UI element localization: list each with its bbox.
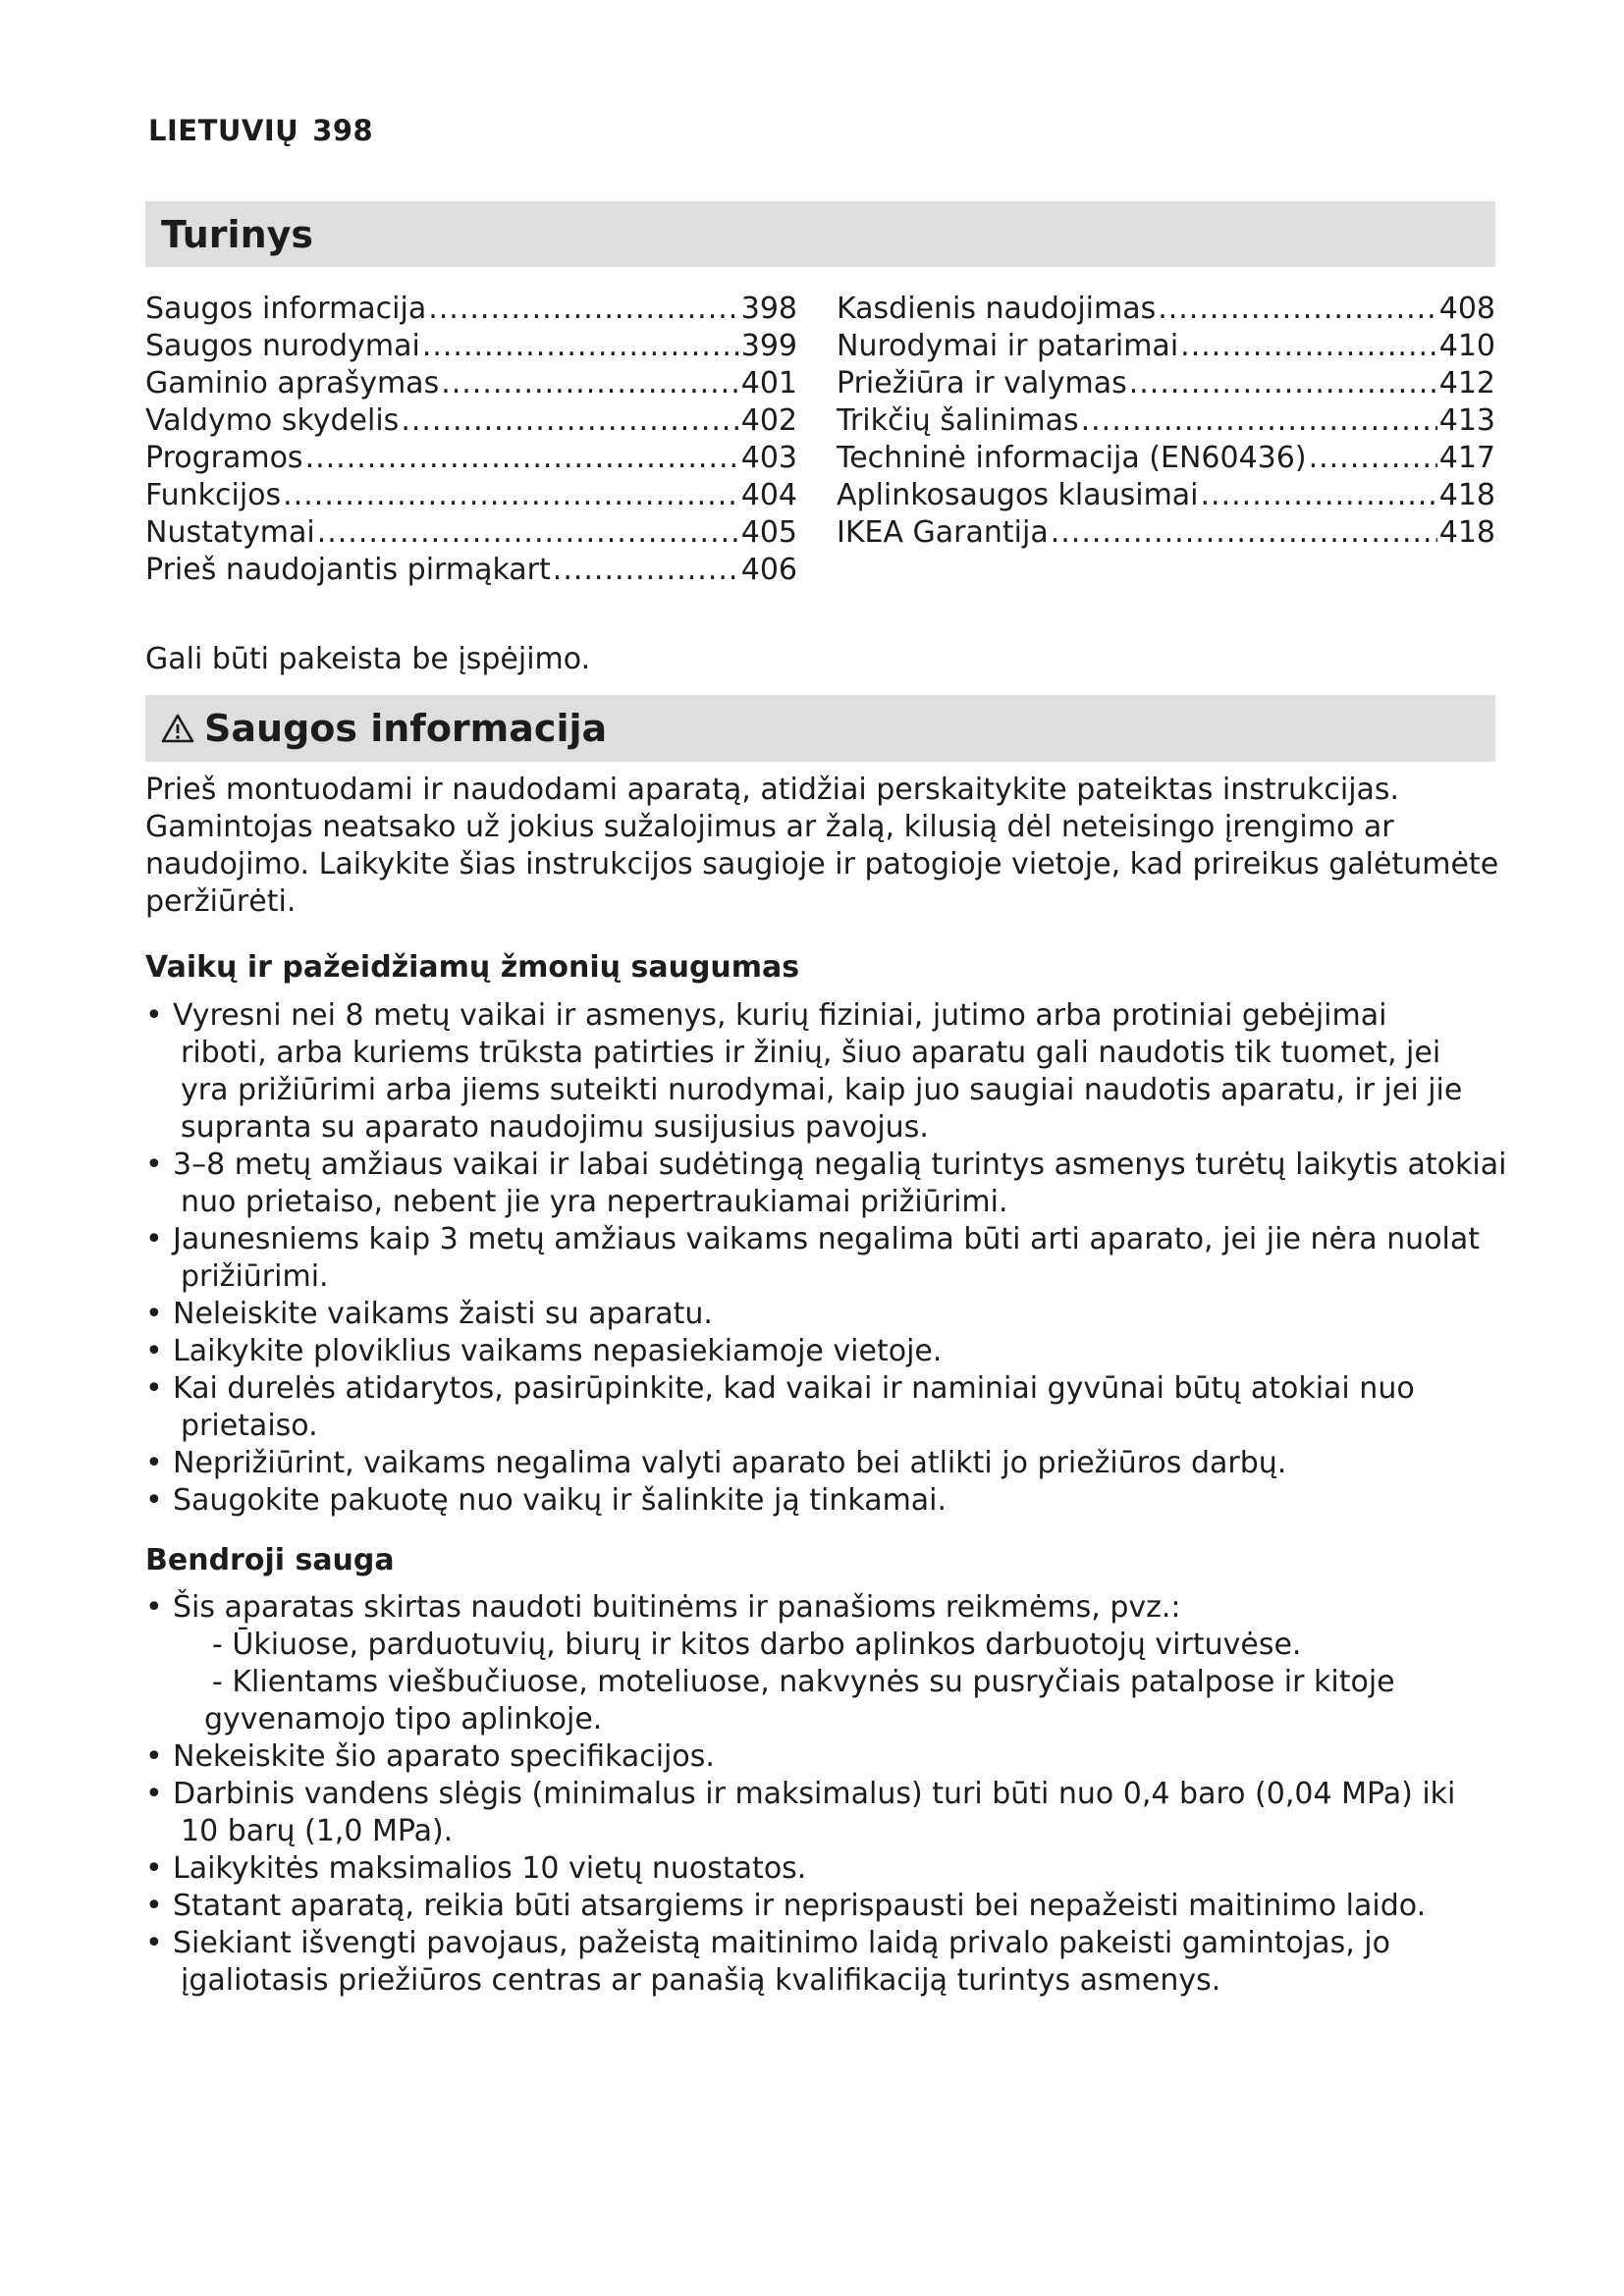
toc-leader <box>283 477 739 514</box>
toc-entry-page: 398 <box>740 292 797 326</box>
toc-leader <box>305 440 739 477</box>
toc-entry-label: Valdymo skydelis <box>145 403 400 438</box>
list-item <box>145 1589 1510 1738</box>
toc-leader <box>1081 402 1437 440</box>
intro-line: peržiūrėti. <box>145 884 297 919</box>
toc-entry-label: Nustatymai <box>145 515 315 550</box>
list-item-line: Statant aparatą, reikia būti atsargiems ir neprispausti bei nepažeisti maitinimo laido. <box>173 1889 1427 1923</box>
sub-item-line: gyvenamojo tipo aplinkoje. <box>204 1702 603 1736</box>
toc-entry-label: Prieš naudojantis pirmąkart <box>145 553 551 587</box>
toc-title-bar <box>145 201 1495 267</box>
toc-entry-page: 403 <box>740 441 797 475</box>
language-label: LIETUVIŲ <box>148 114 299 147</box>
sub-item-line: - Ūkiuose, parduotuvių, biurų ir kitos darbo aplinkos darbuotojų virtuvėse. <box>212 1628 1302 1662</box>
sub-item-line: - Klientams viešbučiuose, moteliuose, nakvynės su pusryčiais patalpose ir kitoje <box>212 1665 1395 1699</box>
toc-entry-page: 401 <box>740 366 797 400</box>
safety-title: Saugos informacija <box>204 707 608 750</box>
list-item-line: prietaiso. <box>181 1409 318 1443</box>
toc-entry-page: 405 <box>740 515 797 550</box>
safety-intro <box>145 772 1510 921</box>
list-item-line: Šis aparatas skirtas naudoti buitinėms ir panašioms reikmėms, pvz.: <box>173 1590 1181 1625</box>
toc-leader <box>553 552 739 589</box>
toc-right-column <box>837 291 1495 552</box>
list-item-line: nuo prietaiso, nebent jie yra nepertraukiamai prižiūrimi. <box>181 1185 1008 1219</box>
list-item-line: Vyresni nei 8 metų vaikai ir asmenys, kurių fiziniai, jutimo arba protiniai gebėjimai <box>173 998 1387 1033</box>
toc-leader <box>317 514 739 552</box>
list-item-line: įgaliotasis priežiūros centras ar panašią kvalifikaciją turintys asmenys. <box>181 1963 1221 1998</box>
page-number: 398 <box>312 114 374 147</box>
list-item <box>145 1776 1510 1850</box>
toc-entry[interactable] <box>837 328 1495 365</box>
toc-entry-page: 408 <box>1438 292 1495 326</box>
toc-left-column <box>145 291 797 589</box>
toc-entry-label: Techninė informacija (EN60436) <box>837 441 1307 475</box>
list-item-line: Neleiskite vaikams žaisti su aparatu. <box>173 1297 713 1331</box>
toc-leader <box>401 402 738 440</box>
intro-line: Gamintojas neatsako už jokius sužalojimus ar žalą, kilusią dėl neteisingo įrengimo ar <box>145 810 1394 844</box>
toc-leader <box>1201 477 1437 514</box>
general-safety-list <box>145 1589 1510 2000</box>
toc-entry[interactable] <box>145 552 797 589</box>
toc-entry[interactable] <box>145 365 797 402</box>
list-item-line: prižiūrimi. <box>181 1259 329 1294</box>
toc-entry-label: IKEA Garantija <box>837 515 1049 550</box>
children-safety-list <box>145 997 1510 1520</box>
toc-title: Turinys <box>161 212 314 256</box>
toc-entry-label: Gaminio aprašymas <box>145 366 440 400</box>
list-item-line: Laikykite ploviklius vaikams nepasiekiamoje vietoje. <box>173 1334 943 1368</box>
toc-entry-label: Priežiūra ir valymas <box>837 366 1127 400</box>
toc-leader <box>428 291 739 328</box>
list-item-line: Laikykitės maksimalios 10 vietų nuostatos. <box>173 1851 807 1886</box>
toc-entry-page: 418 <box>1438 478 1495 512</box>
toc-entry-label: Trikčių šalinimas <box>837 403 1079 438</box>
toc-entry-label: Funkcijos <box>145 478 282 512</box>
toc-entry[interactable] <box>837 477 1495 514</box>
toc-entry[interactable] <box>145 328 797 365</box>
list-item-line: Jaunesniems kaip 3 metų amžiaus vaikams negalima būti arti aparato, jei jie nėra nuolat <box>173 1222 1481 1256</box>
general-safety-heading: Bendroji sauga <box>145 1543 395 1577</box>
toc-entry[interactable] <box>837 365 1495 402</box>
toc-leader <box>422 328 739 365</box>
list-item-line: riboti, arba kuriems trūksta patirties ir žinių, šiuo aparatu gali naudotis tik tuomet, jei <box>181 1036 1441 1070</box>
toc-entry-page: 406 <box>740 553 797 587</box>
toc-entry-label: Saugos nurodymai <box>145 329 420 363</box>
list-item <box>145 1221 1510 1296</box>
list-item-line: Saugokite pakuotę nuo vaikų ir šalinkite ją tinkamai. <box>173 1483 947 1518</box>
toc-entry[interactable] <box>837 440 1495 477</box>
list-item <box>145 1296 1510 1333</box>
list-item-line: supranta su aparato naudojimu susijusius pavojus. <box>181 1110 929 1145</box>
toc-entry[interactable] <box>145 514 797 552</box>
children-safety-heading: Vaikų ir pažeidžiamų žmonių saugumas <box>145 950 800 985</box>
toc-leader <box>1051 514 1437 552</box>
toc-entry[interactable] <box>837 514 1495 552</box>
toc-entry[interactable] <box>145 477 797 514</box>
page-header <box>148 114 373 147</box>
list-item-line: 3–8 metų amžiaus vaikai ir labai sudėtingą negalią turintys asmenys turėtų laikytis atokiai <box>173 1148 1507 1182</box>
list-item-line: Siekiant išvengti pavojaus, pažeistą maitinimo laidą privalo pakeisti gamintojas, jo <box>173 1926 1390 1960</box>
list-item <box>145 1333 1510 1370</box>
toc-entry-page: 418 <box>1438 515 1495 550</box>
list-item-line: Kai durelės atidarytos, pasirūpinkite, kad vaikai ir naminiai gyvūnai būtų atokiai nuo <box>173 1371 1415 1406</box>
toc-entry-label: Aplinkosaugos klausimai <box>837 478 1199 512</box>
list-item-line: Nekeiskite šio aparato specifikacijos. <box>173 1739 715 1774</box>
toc-entry[interactable] <box>145 440 797 477</box>
toc-leader <box>1158 291 1437 328</box>
toc-entry-page: 417 <box>1438 441 1495 475</box>
toc-entry[interactable] <box>145 402 797 440</box>
list-item <box>145 1482 1510 1520</box>
list-item-line: Neprižiūrint, vaikams negalima valyti aparato bei atlikti jo priežiūros darbų. <box>173 1446 1287 1480</box>
toc-leader <box>1309 440 1437 477</box>
toc-entry-label: Programos <box>145 441 303 475</box>
list-item-line: yra prižiūrimi arba jiems suteikti nurodymai, kaip juo saugiai naudotis aparatu, ir jei jie <box>181 1073 1463 1107</box>
toc-leader <box>441 365 739 402</box>
list-item-line: 10 barų (1,0 MPa). <box>181 1814 454 1848</box>
list-item <box>145 1888 1510 1925</box>
intro-line: naudojimo. Laikykite šias instrukcijos saugioje ir patogioje vietoje, kad prireikus galėtumėte <box>145 847 1499 881</box>
list-item <box>145 1445 1510 1482</box>
toc-entry-page: 402 <box>740 403 797 438</box>
toc-leader <box>1129 365 1437 402</box>
toc-entry[interactable] <box>837 291 1495 328</box>
toc-entry[interactable] <box>837 402 1495 440</box>
toc-entry-page: 399 <box>740 329 797 363</box>
toc-entry-page: 412 <box>1438 366 1495 400</box>
toc-entry-label: Kasdienis naudojimas <box>837 292 1157 326</box>
toc-entry-page: 413 <box>1438 403 1495 438</box>
change-notice: Gali būti pakeista be įspėjimo. <box>145 642 591 676</box>
list-item <box>145 1738 1510 1776</box>
toc-entry[interactable] <box>145 291 797 328</box>
toc-entry-page: 410 <box>1438 329 1495 363</box>
toc-entry-page: 404 <box>740 478 797 512</box>
safety-title-bar <box>145 695 1495 762</box>
list-item <box>145 1850 1510 1888</box>
list-item <box>145 1925 1510 2000</box>
warning-icon <box>161 714 194 743</box>
list-item <box>145 1147 1510 1221</box>
list-item-line: Darbinis vandens slėgis (minimalus ir maksimalus) turi būti nuo 0,4 baro (0,04 MPa) iki <box>173 1777 1456 1811</box>
toc-entry-label: Saugos informacija <box>145 292 427 326</box>
list-item <box>145 997 1510 1147</box>
toc-leader <box>1180 328 1437 365</box>
intro-line: Prieš montuodami ir naudodami aparatą, atidžiai perskaitykite pateiktas instrukcijas. <box>145 773 1400 807</box>
toc-entry-label: Nurodymai ir patarimai <box>837 329 1179 363</box>
list-item <box>145 1370 1510 1445</box>
